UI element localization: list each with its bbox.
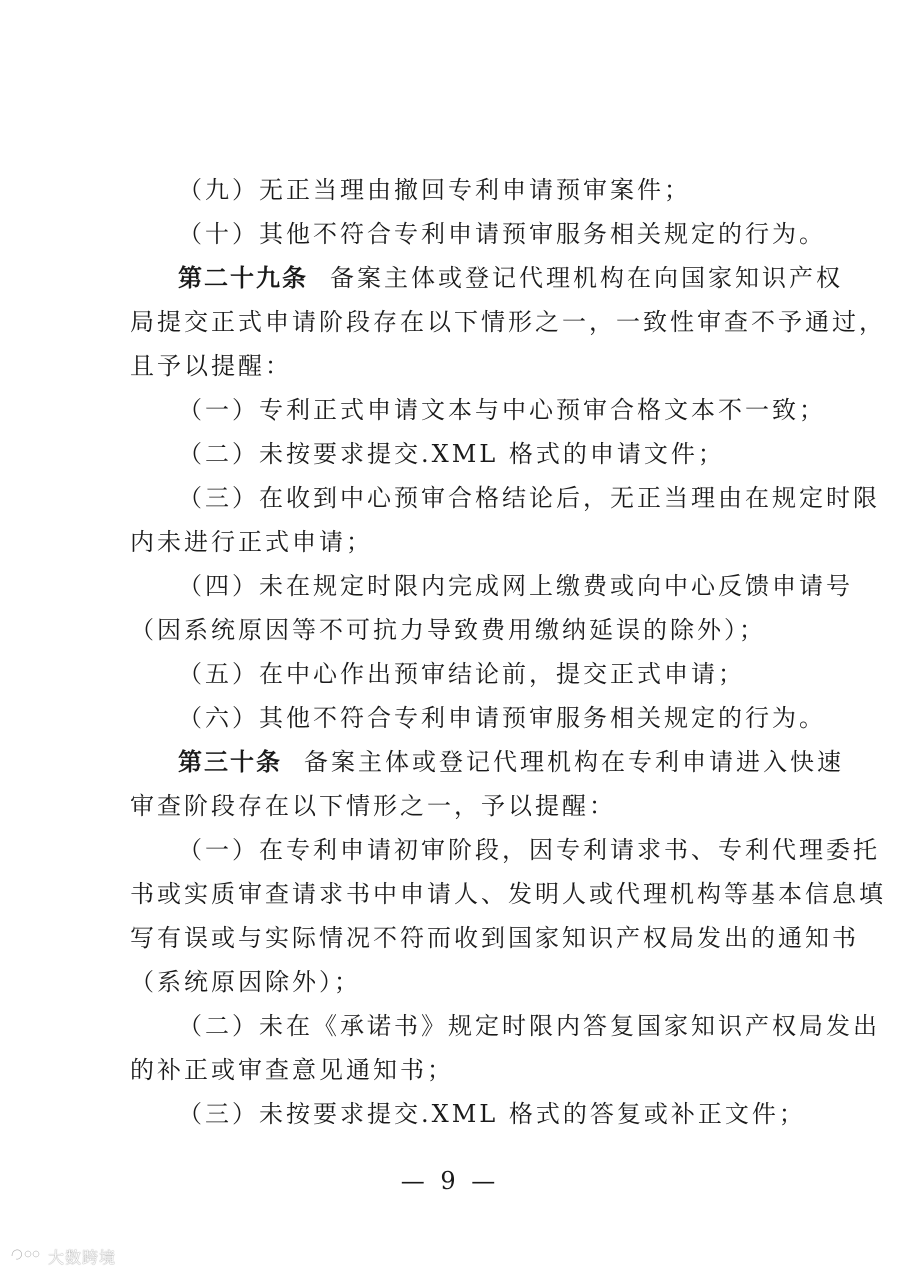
article-29-item-1: [178, 394, 826, 426]
article-29-item-3-text: （三）在收到中心预审合格结论后，无正当理由在规定时限: [178, 484, 880, 512]
article-30-item-1-cont-1-text: 书或实质审查请求书中申请人、发明人或代理机构等基本信息填: [130, 880, 886, 908]
article-29-item-4-text: （四）未在规定时限内完成网上缴费或向中心反馈申请号: [178, 572, 853, 600]
article-29-line-3: [130, 350, 292, 382]
article-29-item-2-text: （二）未按要求提交.XML 格式的申请文件；: [178, 440, 725, 468]
article-29-item-2: [178, 438, 725, 470]
article-29-item-3-cont: [130, 526, 373, 558]
item-10-text: （十）其他不符合专利申请预审服务相关规定的行为。: [178, 220, 826, 248]
item-9-text: （九）无正当理由撤回专利申请预审案件；: [178, 176, 691, 204]
article-30-item-1: [178, 834, 880, 866]
article-29-item-5: [178, 658, 745, 690]
article-29-item-6-text: （六）其他不符合专利申请预审服务相关规定的行为。: [178, 704, 826, 732]
article-29-item-3: [178, 482, 880, 514]
article-30-line-2-text: 审查阶段存在以下情形之一，予以提醒：: [130, 792, 616, 820]
article-29-item-4-cont: [130, 614, 766, 646]
article-29-item-3-cont-text: 内未进行正式申请；: [130, 528, 373, 556]
item-10: [178, 218, 826, 250]
watermark-text: 大数跨境: [48, 1247, 117, 1267]
article-30-item-2: [178, 1010, 880, 1042]
article-29-item-4: [178, 570, 853, 602]
article-30-item-1-cont-1: [130, 878, 886, 910]
article-30-item-1-cont-3: [130, 966, 361, 998]
article-30-item-3: [178, 1098, 806, 1130]
article-30-item-2-cont-text: 的补正或审查意见通知书；: [130, 1056, 454, 1084]
article-29-first-line: [178, 262, 843, 294]
article-30-line-2: [130, 790, 616, 822]
dashuju-logo-icon: [8, 1246, 42, 1266]
article-30-item-1-cont-3-text: （系统原因除外）；: [130, 968, 361, 996]
article-29-line-2: [130, 306, 886, 338]
article-29-line-2-text: 局提交正式申请阶段存在以下情形之一，一致性审查不予通过，: [130, 308, 886, 336]
article-30-item-1-cont-2: [130, 922, 859, 954]
article-30-heading: 第三十条: [178, 747, 282, 776]
article-29-item-1-text: （一）专利正式申请文本与中心预审合格文本不一致；: [178, 396, 826, 424]
article-30-first-line: [178, 746, 844, 778]
article-30-item-2-cont: [130, 1054, 454, 1086]
article-29-item-5-text: （五）在中心作出预审结论前，提交正式申请；: [178, 660, 745, 688]
page-number: — 9 —: [400, 1167, 500, 1195]
article-29-item-4-cont-text: （因系统原因等不可抗力导致费用缴纳延误的除外）；: [130, 616, 766, 644]
article-30-item-1-text: （一）在专利申请初审阶段，因专利请求书、专利代理委托: [178, 836, 880, 864]
watermark: [8, 1244, 116, 1268]
article-30-item-3-text: （三）未按要求提交.XML 格式的答复或补正文件；: [178, 1100, 806, 1128]
item-9: [178, 174, 691, 206]
article-29-heading: 第二十九条: [178, 263, 308, 292]
article-29-line-3-text: 且予以提醒：: [130, 352, 292, 380]
article-30-item-1-cont-2-text: 写有误或与实际情况不符而收到国家知识产权局发出的通知书: [130, 924, 859, 952]
article-30-item-2-text: （二）未在《承诺书》规定时限内答复国家知识产权局发出: [178, 1012, 880, 1040]
article-29-intro: 备案主体或登记代理机构在向国家知识产权: [330, 264, 843, 292]
article-30-intro: 备案主体或登记代理机构在专利申请进入快速: [304, 748, 844, 776]
article-29-item-6: [178, 702, 826, 734]
